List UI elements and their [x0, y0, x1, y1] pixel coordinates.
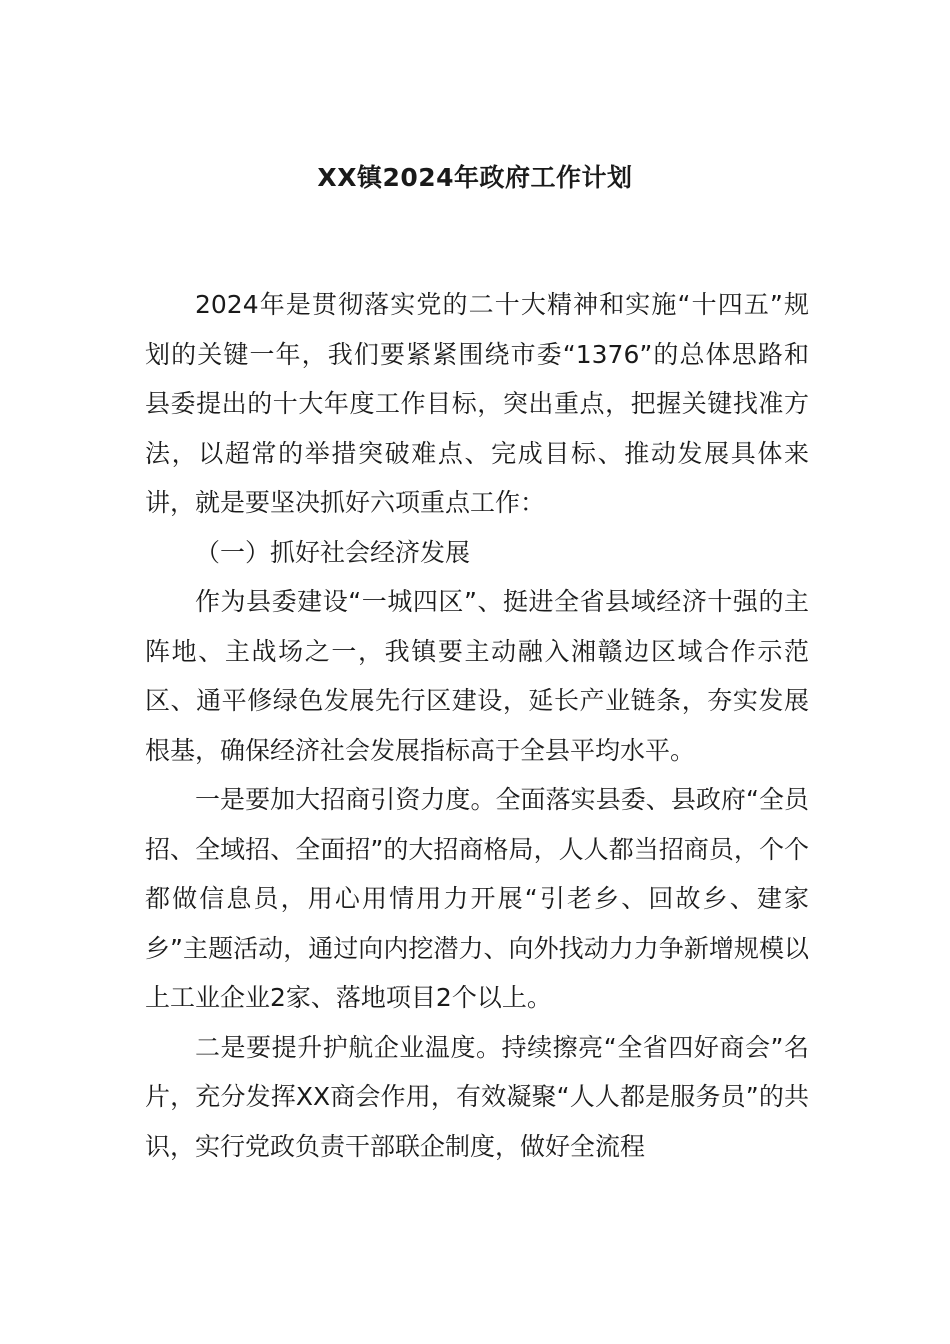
section-heading-1: （一）抓好社会经济发展: [195, 537, 471, 567]
paragraph-investment: 一是要加大招商引资力度。全面落实县委、县政府“全员招、全域招、全面招”的大招商格局，人人都当招商员，个个都做信息员，用心用情用力开展“引老乡、回故乡、建家乡”主题活动，通过向内挖潜力、向外找动力力争新增规模以上工业企业2家、落地项目2个以上。: [145, 785, 809, 1012]
document-body: [145, 280, 809, 1171]
paragraph-section-1-overview: 作为县委建设“一城四区”、挺进全省县域经济十强的主阵地、主战场之一，我镇要主动融入湘赣边区域合作示范区、通平修绿色发展先行区建设，延长产业链条，夯实发展根基，确保经济社会发展指标高于全县平均水平。: [145, 587, 809, 765]
paragraph-enterprise-service: 二是要提升护航企业温度。持续擦亮“全省四好商会”名片，充分发挥XX商会作用，有效凝聚“人人都是服务员”的共识，实行党政负责干部联企制度，做好全流程: [145, 1032, 809, 1161]
document-title: XX镇2024年政府工作计划: [317, 163, 633, 192]
paragraph-intro: 2024年是贯彻落实党的二十大精神和实施“十四五”规划的关键一年，我们要紧紧围绕市委“1376”的总体思路和县委提出的十大年度工作目标，突出重点，把握关键找准方法，以超常的举措突破难点、完成目标、推动发展具体来讲，就是要坚决抓好六项重点工作：: [145, 290, 809, 517]
